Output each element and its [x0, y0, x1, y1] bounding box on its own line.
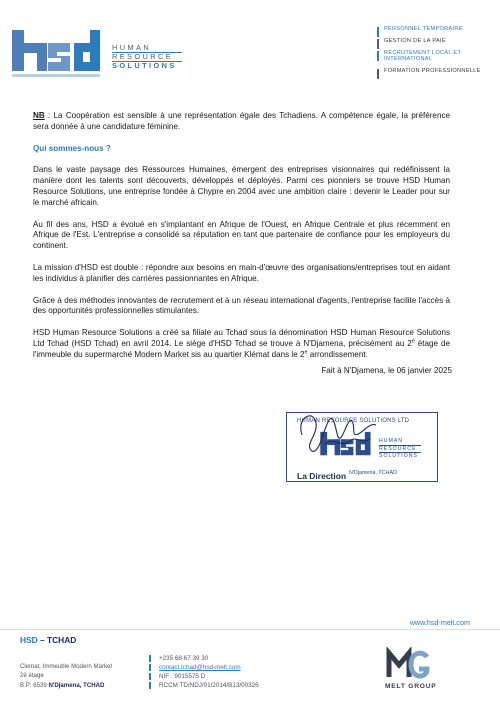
paragraph-intro: Dans le vaste paysage des Ressources Humaines, émergent des entreprises visionnaires qui redéfinissent la manière dont les talents sont découverts, développés et déployés. Parmi ces pionniers se trouve HSD Human Resource Solutions, une entreprise fondée à Chypre en 2004 avec une ambition claire : devenir le Leader pour sur le marché africain.: [33, 165, 450, 207]
nb-label: NB: [33, 111, 45, 120]
service-item-recruitment: RECRUTEMENT LOCAL ET INTERNATIONAL: [377, 50, 497, 62]
logo-line-2: RESOURCE: [112, 52, 174, 61]
stamp-line-3: SOLUTIONS: [379, 453, 418, 460]
superscript-e: e: [304, 349, 308, 356]
contact-email-link[interactable]: contact.tchad@hsd-melt.com: [159, 664, 241, 671]
hsd-logo: [10, 25, 192, 81]
website-link[interactable]: www.hsd-melt.com: [409, 618, 470, 627]
service-item-training: FORMATION PROFESSIONNELLE: [377, 68, 497, 74]
contact-nif: NIF : 9015575 D: [149, 672, 259, 681]
service-item-payroll: GESTION DE LA PAIE: [377, 38, 497, 44]
handwritten-signature-icon: [290, 405, 380, 465]
stamp-address: N'Djamena, TCHAD: [349, 470, 397, 476]
service-item-temporary: PERSONNEL TEMPORAIRE: [377, 26, 497, 32]
paragraph-methods: Grâce à des méthodes innovantes de recrutement et à un réseau international d'agents, l'entreprise facilite l'accès à des opportunités professionnelles stimulantes.: [33, 295, 450, 316]
paragraph-subsidiary: [33, 328, 450, 360]
address-line-1: Clemat. Immeuble Modern Market: [20, 663, 113, 670]
contact-email-row: [149, 663, 259, 672]
place-date: Fait à N'Djamena, le 06 janvier 2025: [321, 366, 452, 375]
nb-note: [33, 111, 450, 133]
subsidiary-text-b: étage de l'immeuble du supermarché Modern Market sis au quartier Klémat dans le 2: [33, 338, 450, 359]
paragraph-mission: La mission d'HSD est double : répondre aux besoins en main-d'œuvre des organisations/entreprises tout en aidant les individus à planifier des carrières passionnantes en Afrique.: [33, 262, 450, 283]
melt-group-label: MELT GROUP: [385, 683, 437, 690]
subsidiary-text-a: HSD Human Resource Solutions a créé sa filiale au Tchad sous la dénomination HSD Human Resource Solutions Ltd Tchad (HSD Tchad) en avril 2014. Le siège d'HSD Tchad se trouve à N'Djamena, précisément au 2: [33, 328, 450, 348]
letter-body: [33, 111, 450, 372]
footer-divider: [0, 629, 500, 630]
melt-group-logo-icon: [383, 647, 433, 681]
address-line-2: 2è étage: [20, 672, 44, 680]
stamp-signatory: La Direction: [297, 471, 347, 481]
subsidiary-text-c: arrondissement.: [307, 349, 368, 359]
footer-contacts: [149, 654, 259, 690]
stamp-wordmark: [379, 438, 421, 460]
stamp-line-1: HUMAN: [379, 438, 404, 444]
hsd-logo-mark-icon: [10, 25, 104, 81]
logo-line-1: HUMAN: [112, 43, 152, 52]
footer-title-country: – TCHAD: [37, 635, 77, 645]
logo-line-3: SOLUTIONS: [112, 61, 177, 70]
stamp-company-name: HUMAN RESOURCE SOLUTIONS LTD: [297, 418, 410, 424]
address-bp: B.P: 6539: [20, 681, 49, 689]
nb-text: : La Coopération est sensible à une représentation égale des Tchadiens. A compétence égale, la préférence sera donnée à une candidature féminine.: [33, 111, 450, 131]
footer-title: [20, 635, 76, 645]
footer-title-brand: HSD: [20, 635, 38, 645]
superscript-e: e: [411, 338, 415, 345]
services-list: [377, 26, 497, 80]
address-line-3: [20, 681, 112, 690]
contact-rccm: RCCM TD/NDJ/01/2014/B13/00326: [149, 681, 259, 690]
footer-address: [20, 662, 112, 690]
stamp-line-2: RESOURCE: [379, 445, 417, 452]
contact-phone: +235 68 67 39 30: [149, 654, 259, 663]
address-city: N'Djamena, TCHAD: [48, 681, 105, 689]
paragraph-history: Au fil des ans, HSD a évolué en s'implantant en Afrique de l'Ouest, en Afrique Centrale et plus récemment en Afrique de l'Est. L'entreprise a consolidé sa réputation en tant que partenaire de confiance pour les employeurs du continent.: [33, 219, 450, 251]
logo-wordmark: [112, 44, 182, 70]
section-title: Qui sommes-nous ?: [33, 143, 111, 153]
